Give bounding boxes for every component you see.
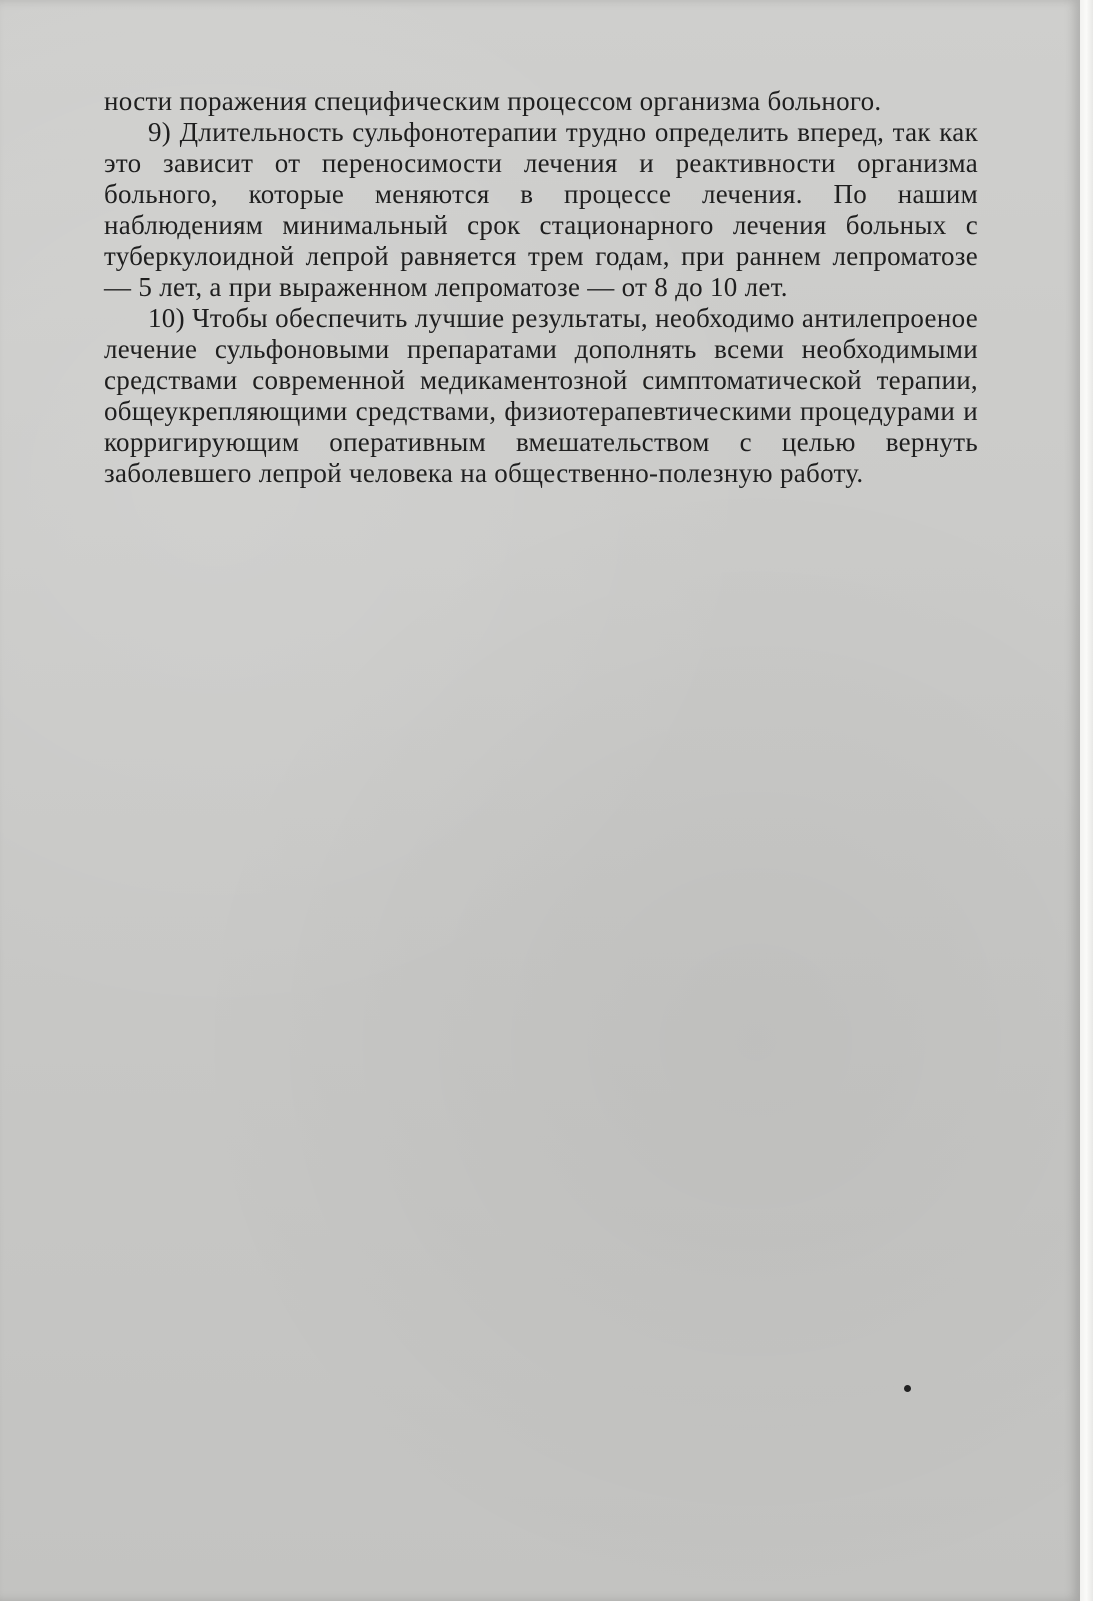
body-text xyxy=(104,86,978,489)
ink-speck xyxy=(904,1385,911,1392)
paragraph-continuation: ности поражения специфическим процессом организма больного. xyxy=(104,86,882,116)
page-edge xyxy=(1080,0,1093,1601)
paragraph-item-10: 10) Чтобы обеспечить лучшие результаты, необходимо антилепроеное лечение сульфоновыми препаратами дополнять всеми необходимыми средствами современной медикаментозной симптоматической терапии, общеукрепляющими средствами, физиотерапевтическими процедурами и корригирующим оперативным вмешательством с целью вернуть заболевшего лепрой человека на общественно-полезную работу. xyxy=(104,303,978,488)
paragraph-item-9: 9) Длительность сульфонотерапии трудно определить вперед, так как это зависит от переносимости лечения и реактивности организма больного, которые меняются в процессе лечения. По нашим наблюдениям минимальный срок стационарного лечения больных с туберкулоидной лепрой равняется трем годам, при раннем лепроматозе — 5 лет, а при выраженном лепроматозе — от 8 до 10 лет. xyxy=(104,117,978,302)
